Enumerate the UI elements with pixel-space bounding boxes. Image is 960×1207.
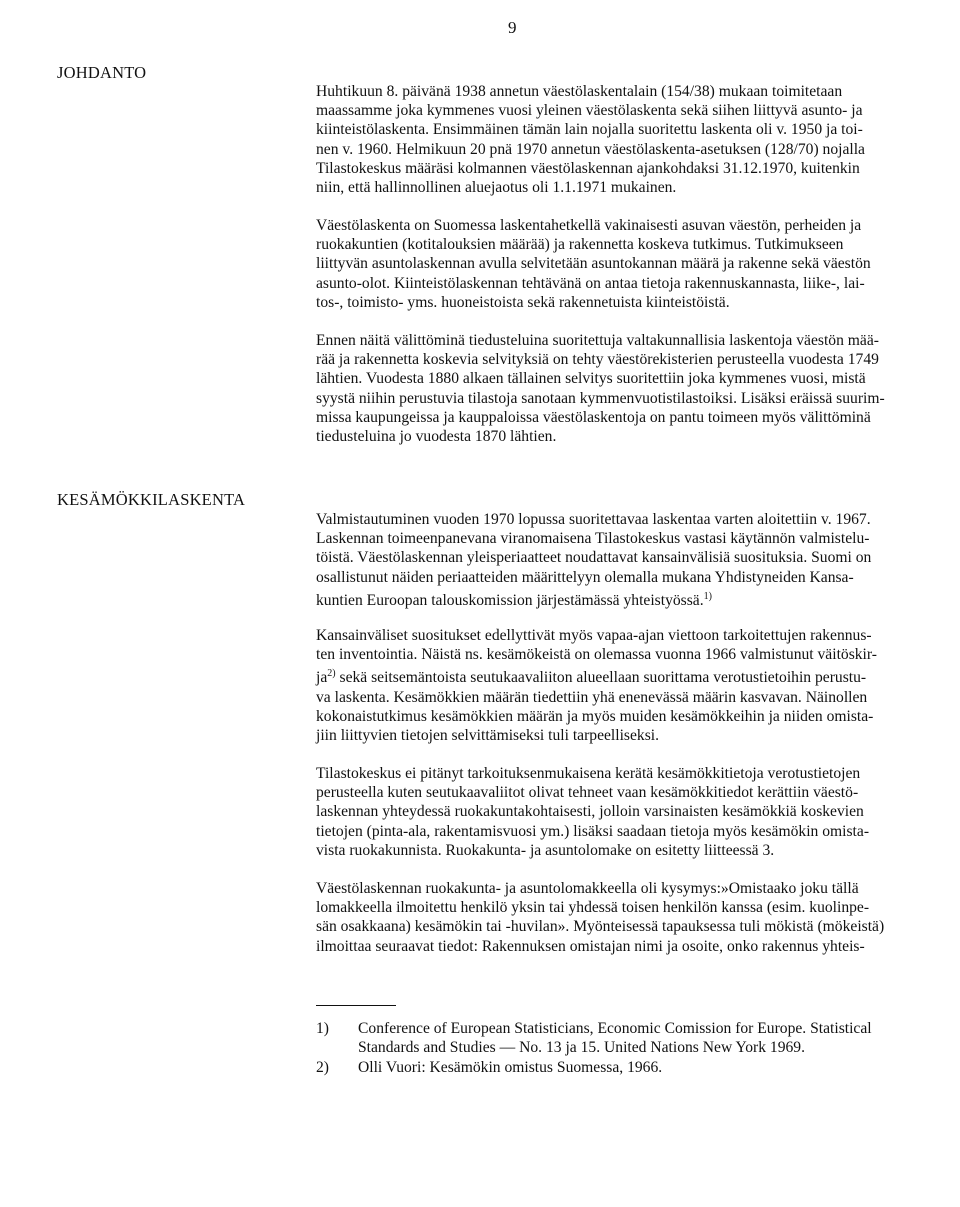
footnote-ref-2: 2) bbox=[327, 668, 336, 680]
footnote-2-marker: 2) bbox=[316, 1059, 329, 1076]
paragraph-5-text: Kansainväliset suositukset edellyttivät myös vapaa-ajan viettoon tarkoitettujen rakennus- ten inventointia. Näistä ns. kesämökeistä on olemassa vuonna 1966 valmistunut väitöskir- ja bbox=[316, 627, 877, 687]
footnote-1-text: Conference of European Statisticians, Economic Comission for Europe. Statistical Standards and Studies — No. 13 ja 15. United Nations New York 1969. bbox=[358, 1020, 872, 1057]
footnote-ref-1: 1) bbox=[703, 590, 712, 602]
page-number: 9 bbox=[508, 18, 517, 37]
paragraph-2: Väestölaskenta on Suomessa laskentahetkellä vakinaisesti asuvan väestön, perheiden ja ruokakuntien (kotitalouksien määrää) ja rakennetta koskeva tutkimus. Tutkimukseen liittyvän asuntolaskennan avulla selvitetään asuntokannan määrä ja rakenne sekä väestön asunto-olot. Kiinteistölaskennan tehtävänä on antaa tietoja rakennuskannasta, liike-, lai- tos-, toimisto- yms. huoneistoista sekä rakennetuista kiinteistöistä. bbox=[316, 217, 871, 311]
footnote-2-text: Olli Vuori: Kesämökin omistus Suomessa, 1966. bbox=[358, 1059, 663, 1076]
footnote-1-marker: 1) bbox=[316, 1020, 329, 1037]
footnote-divider bbox=[316, 1005, 396, 1006]
paragraph-6: Tilastokeskus ei pitänyt tarkoituksenmukaisena kerätä kesämökkitietoja verotustietojen perusteella kuten seutukaavaliitot olivat tehneet vaan kesämökkitiedot kerättiin väestö- laskennan yhteydessä ruokakuntakohtaisesti, jolloin varsinaisten kesämökkiä koskevien tietojen (pinta-ala, rakentamisvuosi ym.) lisäksi saadaan tietoja myös kesämökin omista- vista ruokakunnista. Ruokakunta- ja asuntolomake on esitetty liitteessä 3. bbox=[316, 765, 870, 859]
section-heading-kesamokkilaskenta: KESÄMÖKKILASKENTA bbox=[57, 490, 246, 509]
section-heading-johdanto: JOHDANTO bbox=[57, 63, 147, 82]
paragraph-1: Huhtikuun 8. päivänä 1938 annetun väestölaskentalain (154/38) mukaan toimitetaan maassamme joka kymmenes vuosi yleinen väestölaskenta sekä siihen liittyvä asunto- ja kiinteistölaskenta. Ensimmäinen tämän lain nojalla suoritettu laskenta oli v. 1950 ja toi- nen v. 1960. Helmikuun 20 pnä 1970 annetun väestölaskenta-asetuksen (128/70) nojalla Tilastokeskus määräsi kolmannen väestölaskennan ajankohdaksi 31.12.1970, kuitenkin niin, että hallinnollinen aluejaotus oli 1.1.1971 mukainen. bbox=[316, 83, 865, 197]
paragraph-4-text: Valmistautuminen vuoden 1970 lopussa suoritettavaa laskentaa varten aloitettiin v. 1967. Laskennan toimeenpanevana viranomaisena Tilastokeskus vastasi käytännön valmistelu- töistä. Väestölaskennan yleisperiaatteet noudattavat kansainvälisiä suosituksia. Suomi on osallistunut näiden periaatteiden määrittelyyn olemalla mukana Yhdistyneiden Kansa- kuntien Euroopan talouskomission järjestämässä yhteistyössä. bbox=[316, 511, 872, 609]
paragraph-5-text-tail: sekä seitsemäntoista seutukaavaliiton alueellaan suorittama verotustietoihin perustu- va laskenta. Kesämökkien määrän tiedettiin yhä enenevässä määrin kasvavan. Näinollen kokonaistutkimus kesämökkien määrän ja myös muiden kesämökkeihin ja niiden omista- jiin liittyvien tietojen selvittämiseksi tuli tarpeelliseksi. bbox=[316, 669, 874, 745]
paragraph-3: Ennen näitä välittöminä tiedusteluina suoritettuja valtakunnallisia laskentoja väestön mää- rää ja rakennetta koskevia selvityksiä on tehty väestörekisterien perusteella vuodesta 1749 lähtien. Vuodesta 1880 alkaen tällainen selvitys suoritettiin joka kymmenes vuosi, mistä syystä niihin perustuvia tilastoja sanotaan kymmenvuotistilastoiksi. Lisäksi eräissä suurim- missa kaupungeissa ja kauppaloissa väestölaskentoja on pantu toimeen myös välittöminä tiedusteluina jo vuodesta 1870 lähtien. bbox=[316, 332, 885, 446]
paragraph-4 bbox=[316, 510, 956, 610]
paragraph-5 bbox=[316, 626, 956, 745]
paragraph-7: Väestölaskennan ruokakunta- ja asuntolomakkeella oli kysymys:»Omistaako joku tällä lomakkeella ilmoitettu henkilö yksin tai yhdessä toisen henkilön kanssa (esim. kuolinpe- sän osakkaana) kesämökin tai -huvilan». Myönteisessä tapauksessa tuli mökistä (mökeistä) ilmoittaa seuraavat tiedot: Rakennuksen omistajan nimi ja osoite, onko rakennus yhteis- bbox=[316, 880, 885, 955]
